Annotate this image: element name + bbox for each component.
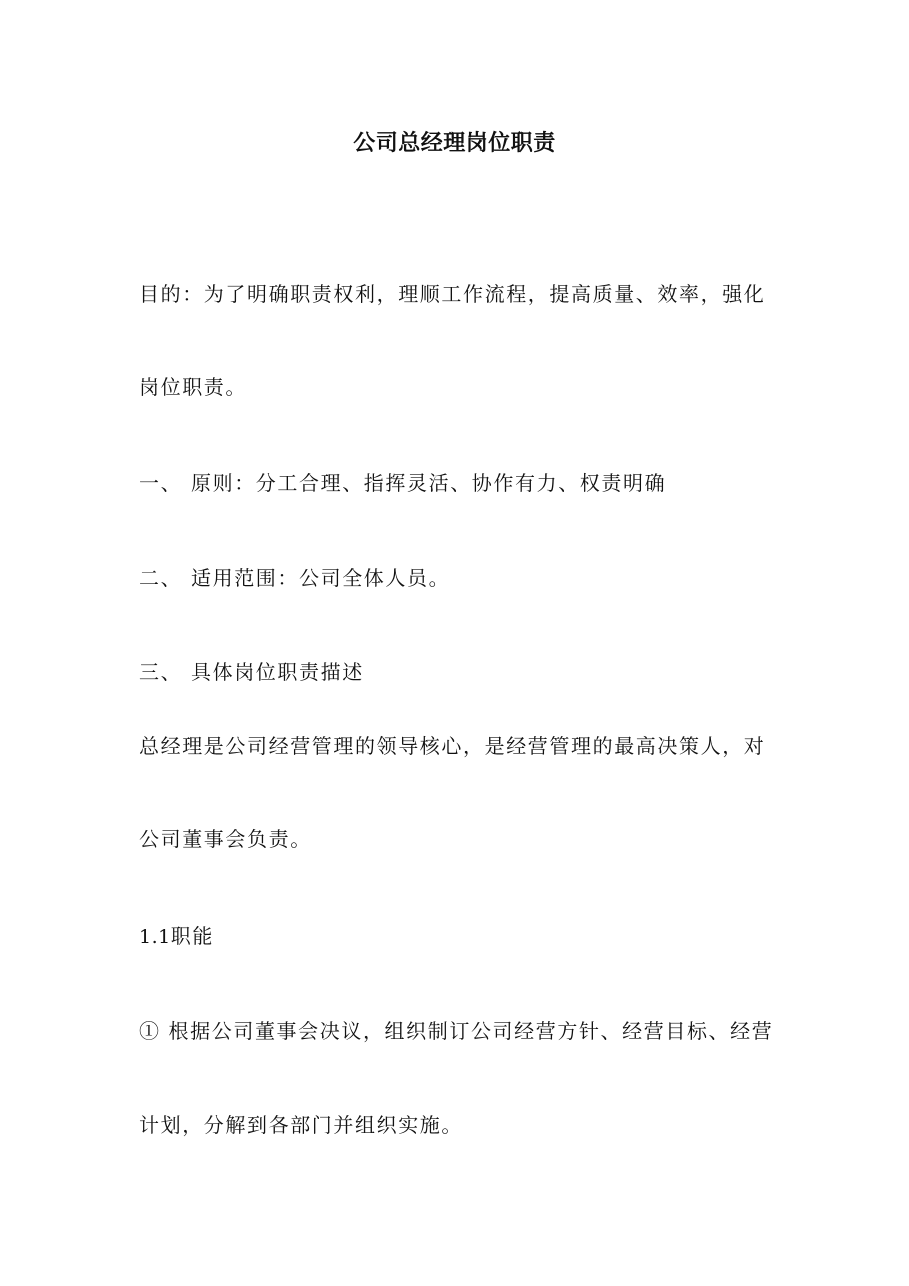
purpose-line-2: 岗位职责。: [139, 375, 247, 399]
section-number: 二、: [139, 566, 183, 590]
section-text: 具体岗位职责描述: [191, 660, 364, 684]
document-title: 公司总经理岗位职责: [353, 131, 556, 156]
subsection-number: 1.1: [139, 926, 171, 948]
item-1-line-2: 计划，分解到各部门并组织实施。: [139, 1113, 463, 1137]
section-description: [139, 658, 779, 686]
section-principle: [139, 469, 779, 497]
subsection-title: 职能: [170, 924, 214, 948]
section-text: 原则：分工合理、指挥灵活、协作有力、权责明确: [191, 471, 667, 495]
gm-paragraph-line-1: 总经理是公司经营管理的领导核心，是经营管理的最高决策人，对: [139, 734, 766, 758]
gm-paragraph-line-2: 公司董事会负责。: [139, 827, 312, 851]
section-text: 适用范围：公司全体人员。: [191, 566, 451, 590]
item-1-line-1: ① 根据公司董事会决议，组织制订公司经营方针、经营目标、经营: [139, 1019, 774, 1043]
section-number: 三、: [139, 660, 183, 684]
subsection-heading: [139, 922, 779, 951]
purpose-line-1: 目的：为了明确职责权利，理顺工作流程，提高质量、效率，强化: [139, 282, 766, 306]
section-number: 一、: [139, 471, 183, 495]
section-scope: [139, 564, 779, 592]
